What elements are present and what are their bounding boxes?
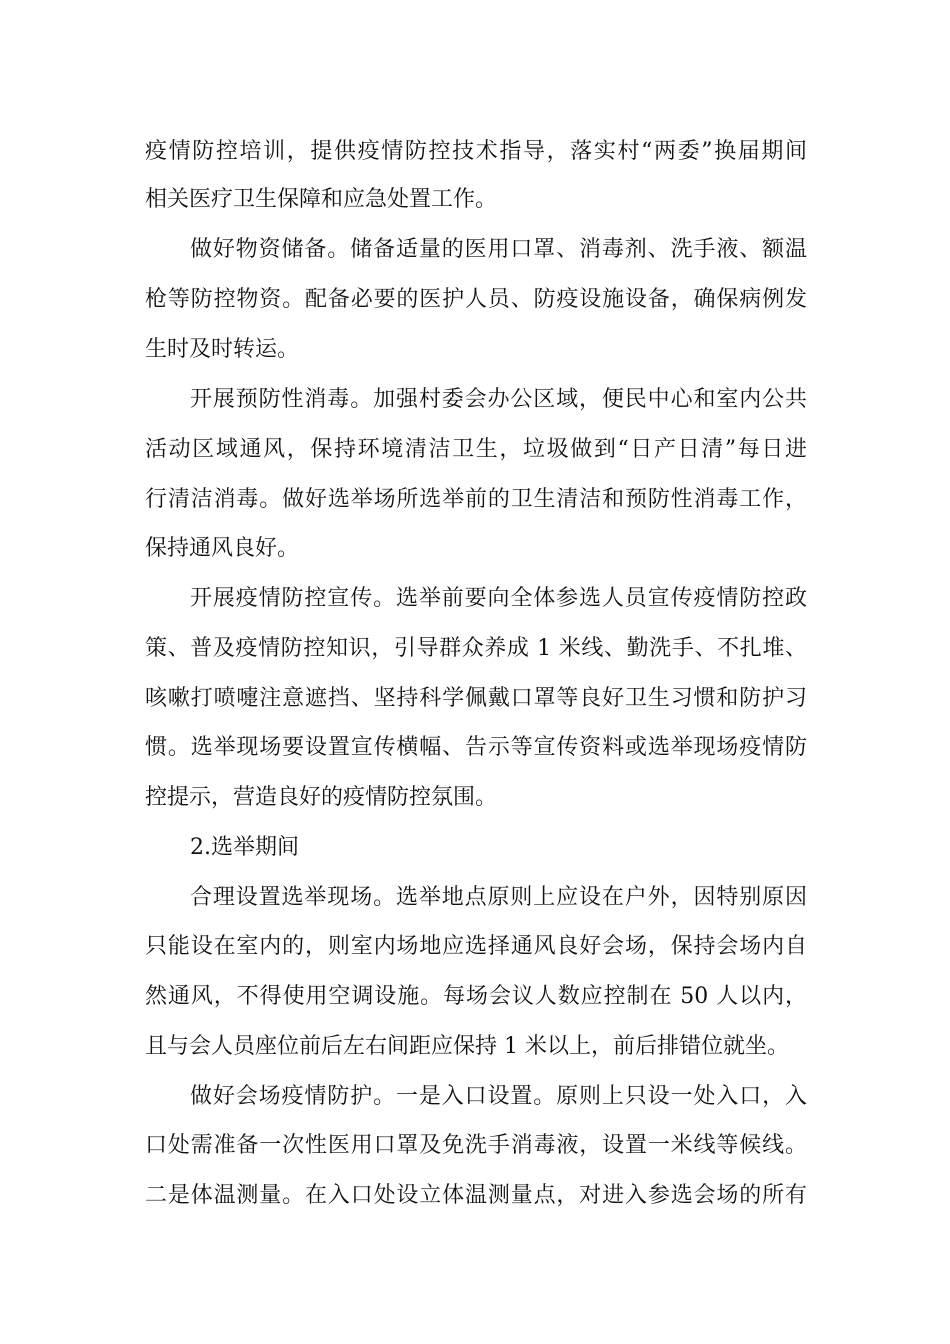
text-line: 活动区域通风，保持环境清洁卫生，垃圾做到“日产日清”每日进: [145, 437, 807, 462]
text-line: 二是体温测量。在入口处设立体温测量点，对进入参选会场的所有: [145, 1183, 807, 1208]
text-line: 生时及时转运。: [145, 337, 300, 362]
text-line: 保持通风良好。: [145, 536, 300, 561]
text-line: 行清洁消毒。做好选举场所选举前的卫生清洁和预防性消毒工作，: [145, 487, 807, 512]
text-line: 咳嗽打喷嚏注意遮挡、坚持科学佩戴口罩等良好卫生习惯和防护习: [145, 686, 807, 711]
paragraph-first-line: 做好物资储备。储备适量的医用口罩、消毒剂、洗手液、额温: [190, 237, 807, 262]
paragraph-first-line: 合理设置选举现场。选举地点原则上应设在户外，因特别原因: [190, 885, 807, 910]
text-line: 口处需准备一次性医用口罩及免洗手消毒液，设置一米线等候线。: [145, 1133, 807, 1158]
section-heading: 2.选举期间: [190, 835, 299, 860]
text-line: 控提示，营造良好的疫情防控氛围。: [145, 785, 498, 810]
text-line: 疫情防控培训，提供疫情防控技术指导，落实村“两委”换届期间: [145, 139, 807, 164]
text-line: 只能设在室内的，则室内场地应选择通风良好会场，保持会场内自: [145, 934, 807, 959]
text-line: 且与会人员座位前后左右间距应保持 1 米以上，前后排错位就坐。: [145, 1034, 789, 1059]
text-line: 枪等防控物资。配备必要的医护人员、防疫设施设备，确保病例发: [145, 287, 807, 312]
paragraph-first-line: 开展疫情防控宣传。选举前要向全体参选人员宣传疫情防控政: [190, 586, 807, 611]
text-line: 策、普及疫情防控知识，引导群众养成 1 米线、勤洗手、不扎堆、: [145, 636, 807, 661]
paragraph-first-line: 开展预防性消毒。加强村委会办公区域，便民中心和室内公共: [190, 387, 807, 412]
text-line: 相关医疗卫生保障和应急处置工作。: [145, 187, 498, 212]
text-line: 惯。选举现场要设置宣传横幅、告示等宣传资料或选举现场疫情防: [145, 735, 807, 760]
text-line: 然通风，不得使用空调设施。每场会议人数应控制在 50 人以内，: [145, 984, 807, 1009]
paragraph-first-line: 做好会场疫情防护。一是入口设置。原则上只设一处入口，入: [190, 1084, 807, 1109]
